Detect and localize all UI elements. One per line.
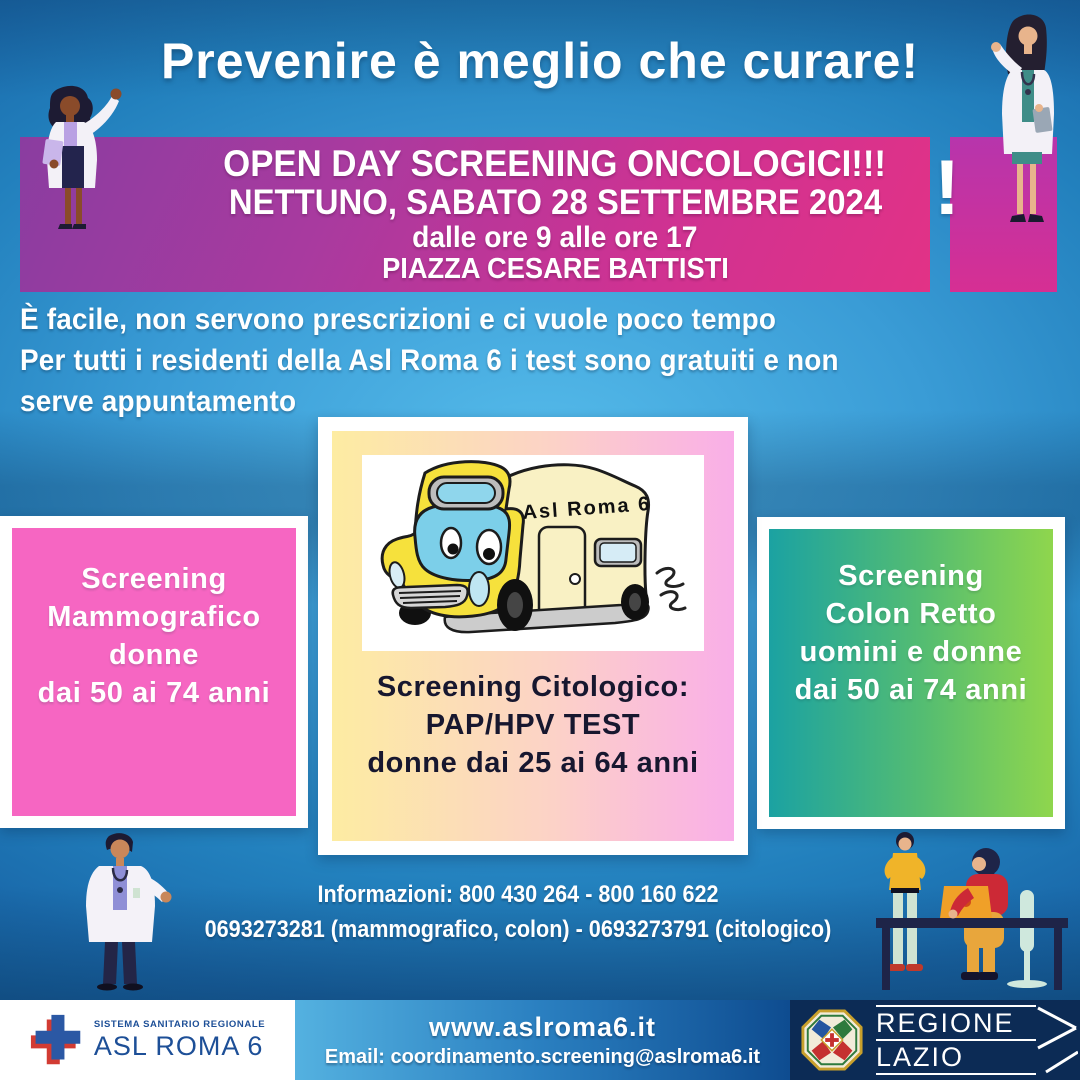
banner-line: dalle ore 9 alle ore 17: [412, 220, 698, 254]
screening-citologico-box: [318, 417, 748, 855]
asl-logo-subtitle: SISTEMA SANITARIO REGIONALE: [93, 1018, 266, 1030]
doctor-clipboard-illustration: [984, 12, 1072, 230]
event-banner: [20, 137, 930, 292]
box-line: uomini e donne: [799, 636, 1023, 668]
footer-contacts: [295, 1000, 790, 1080]
logo-rule: [876, 1073, 1036, 1075]
desk-consultation-illustration: [866, 828, 1080, 998]
banner-line: NETTUNO, SABATO 28 SETTEMBRE 2024: [228, 182, 882, 222]
footer: [0, 1000, 1080, 1080]
screening-mammografico-inner: [12, 528, 296, 816]
website-text: www.aslroma6.it: [428, 1011, 657, 1042]
intro-text: [20, 299, 900, 422]
lazio-chevron-decoration: [1036, 1006, 1078, 1074]
intro-line: serve appuntamento: [20, 385, 297, 418]
intro-line: Per tutti i residenti della Asl Roma 6 i test sono gratuiti e non: [20, 344, 839, 377]
box-line: Screening Citologico:: [376, 671, 690, 703]
banner-line: OPEN DAY SCREENING ONCOLOGICI!!!: [223, 142, 887, 184]
box-line: PAP/HPV TEST: [425, 709, 641, 741]
intro-line: È facile, non servono prescrizioni e ci vuole poco tempo: [20, 303, 777, 336]
box-line: dai 50 ai 74 anni: [37, 677, 271, 709]
box-line: dai 50 ai 74 anni: [794, 674, 1028, 706]
regione-text: REGIONE: [876, 1008, 1015, 1038]
regione-lazio-logo-box: [790, 1000, 1080, 1080]
box-line: donne: [109, 639, 199, 671]
info-line: 0693273281 (mammografico, colon) - 0693273791 (citologico): [204, 916, 832, 943]
box-line: Mammografico: [47, 601, 261, 633]
lazio-emblem-icon: [800, 1008, 864, 1072]
screening-colon-inner: [769, 529, 1053, 817]
doctor-waving-illustration: [20, 82, 134, 234]
box-line: Screening: [838, 560, 984, 592]
doctor-male-illustration: [55, 832, 187, 992]
screening-mammografico-box: [0, 516, 308, 828]
exclamation-decoration: !: [934, 143, 960, 231]
box-line: Colon Retto: [825, 598, 997, 630]
page-title: Prevenire è meglio che curare!: [160, 33, 920, 89]
banner-line: PIAZZA CESARE BATTISTI: [381, 252, 729, 285]
asl-cross-icon: [30, 1013, 84, 1067]
asl-logo-title: ASL ROMA 6: [93, 1030, 264, 1061]
van-image-frame: [362, 455, 704, 651]
regione-lazio-texts: [876, 1005, 1036, 1075]
screening-colon-box: [757, 517, 1065, 829]
lazio-text: LAZIO: [876, 1042, 965, 1072]
info-line: Informazioni: 800 430 264 - 800 160 622: [317, 881, 719, 908]
asl-logo-box: [0, 1000, 295, 1080]
box-line: donne dai 25 ai 64 anni: [367, 747, 699, 779]
screening-citologico-inner: [332, 431, 734, 841]
van-label: Asl Roma 6: [521, 493, 652, 524]
email-text: Email: coordinamento.screening@aslroma6.it: [324, 1045, 761, 1068]
asl-logo-texts: [94, 1019, 265, 1062]
asl-van-illustration: [362, 455, 704, 651]
citologico-text: [367, 668, 698, 782]
box-line: Screening: [81, 563, 227, 595]
